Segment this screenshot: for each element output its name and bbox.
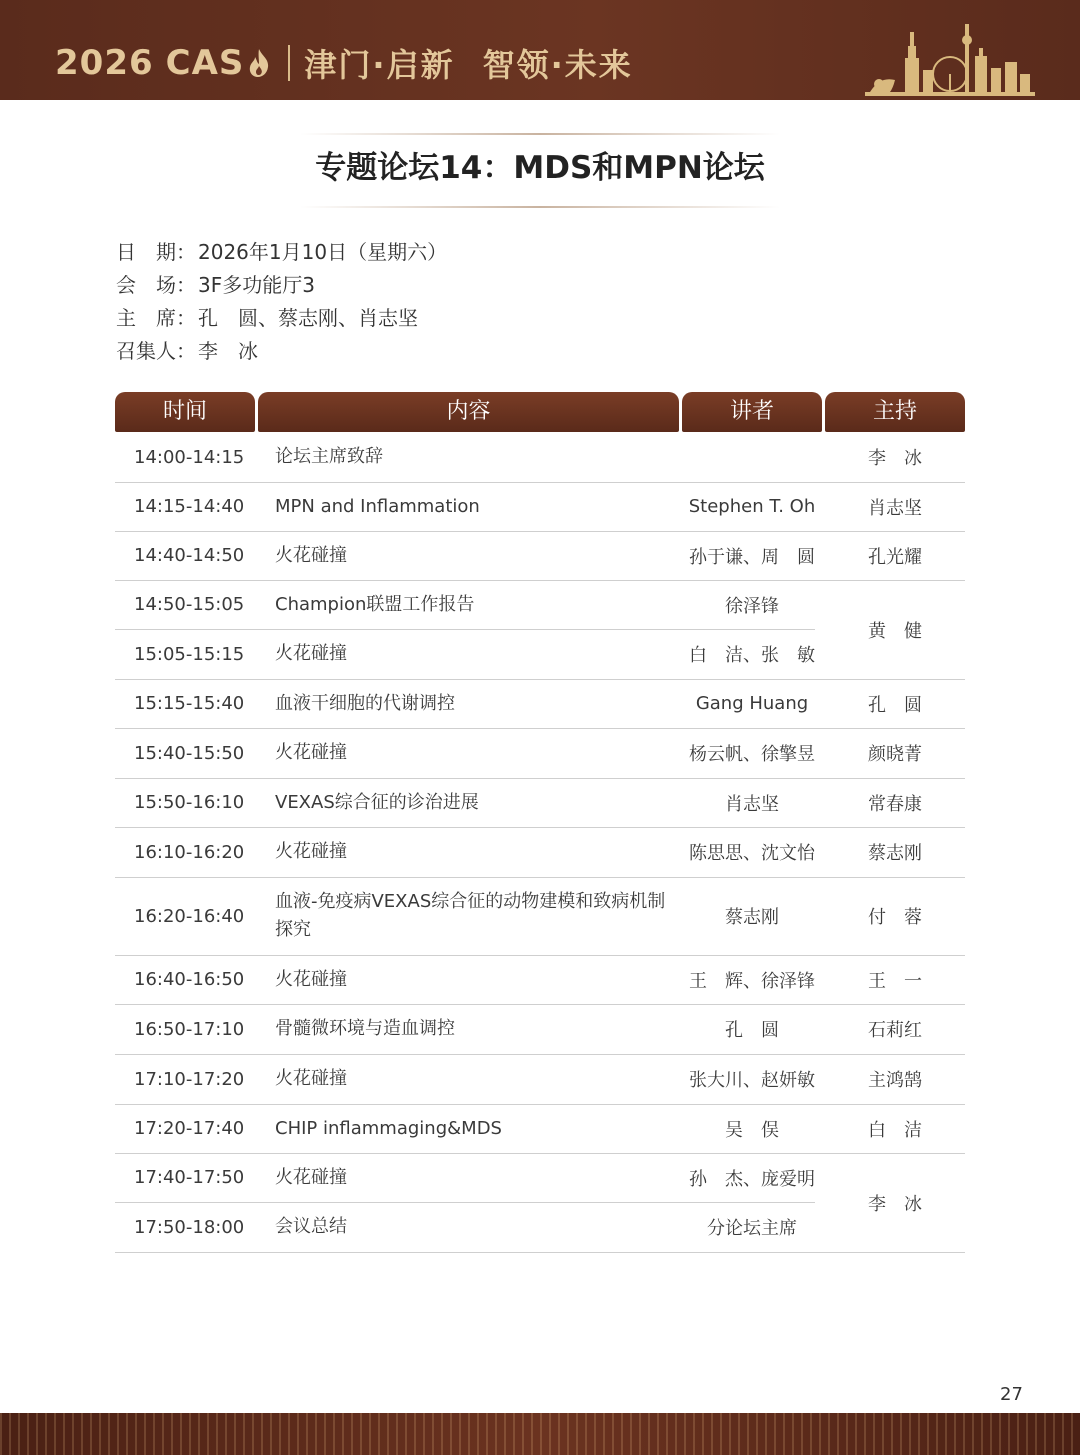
- column-header-content: 内容: [258, 392, 679, 432]
- time-cell: 14:50-15:05: [134, 594, 245, 615]
- speaker-cell: 孔 圆: [725, 1020, 779, 1041]
- table-row: [115, 877, 965, 955]
- host-cell: 石莉红: [868, 1020, 922, 1041]
- time-cell: 17:10-17:20: [134, 1068, 245, 1090]
- content-cell: 论坛主席致辞: [275, 446, 383, 467]
- title-top-rule: [300, 133, 780, 135]
- table-row: [115, 778, 965, 827]
- speaker-cell: 孙 杰、庞爱明: [689, 1168, 815, 1190]
- time-cell: 16:20-16:40: [134, 905, 245, 927]
- content-cell: 火花碰撞: [275, 841, 347, 862]
- speaker-cell: 蔡志刚: [725, 907, 779, 928]
- table-row: [115, 1054, 965, 1104]
- host-cell: 孔光耀: [868, 546, 922, 568]
- session-info: [116, 236, 447, 368]
- content-cell: 骨髓微环境与造血调控: [275, 1018, 455, 1039]
- table-row: [115, 679, 965, 728]
- content-cell: VEXAS综合征的诊治进展: [275, 791, 479, 813]
- speaker-cell: [682, 432, 822, 482]
- column-header-time: 时间: [115, 392, 255, 432]
- table-row: [115, 482, 965, 531]
- time-cell: 15:05-15:15: [134, 643, 245, 665]
- column-header-host: 主持: [825, 392, 965, 432]
- speaker-cell: 孙于谦、周 圆: [689, 546, 815, 568]
- speaker-cell: 杨云帆、徐擎昱: [689, 744, 815, 765]
- speaker-cell: 张大川、赵妍敏: [689, 1070, 815, 1091]
- speaker-cell: 白 洁、张 敏: [689, 645, 815, 666]
- brand-divider: [288, 45, 290, 81]
- content-cell: 血液干细胞的代谢调控: [275, 692, 455, 714]
- host-cell: 白 洁: [868, 1119, 922, 1141]
- info-chairs: 主 席： 孔 圆、蔡志刚、肖志坚: [116, 306, 418, 330]
- speaker-cell: 肖志坚: [725, 793, 779, 815]
- host-cell: 蔡志刚: [868, 843, 922, 864]
- table-row: [115, 1004, 965, 1054]
- content-cell: 火花碰撞: [275, 544, 347, 566]
- content-cell: 血液-免疫病VEXAS综合征的动物建模和致病机制探究: [275, 891, 666, 940]
- slogan-1: 津门·启新: [304, 46, 455, 84]
- speaker-cell: 陈思思、沈文怡: [689, 843, 815, 864]
- flame-icon: [246, 48, 272, 78]
- info-date: 日 期： 2026年1月10日（星期六）: [116, 240, 448, 264]
- table-row: [115, 955, 965, 1004]
- host-cell: 王 一: [868, 970, 922, 992]
- host-cell: 李 冰: [868, 448, 922, 469]
- table-row: [115, 1104, 965, 1153]
- table-row: [115, 531, 965, 580]
- content-cell: 火花碰撞: [275, 643, 347, 664]
- table-header: [0, 392, 1080, 432]
- speaker-cell: 王 辉、徐泽锋: [689, 970, 815, 992]
- column-header-speaker: 讲者: [682, 392, 822, 432]
- content-cell: 火花碰撞: [275, 742, 347, 763]
- page-title: 专题论坛14：MDS和MPN论坛: [315, 150, 765, 186]
- content-cell: 火花碰撞: [275, 1166, 347, 1188]
- slogan-2: 智领·未来: [482, 46, 633, 84]
- content-cell: 会议总结: [275, 1216, 347, 1237]
- brand-year: 2026: [55, 43, 154, 83]
- time-cell: 14:15-14:40: [134, 496, 245, 517]
- time-cell: 17:50-18:00: [134, 1216, 245, 1238]
- time-cell: 15:50-16:10: [134, 792, 245, 813]
- speaker-cell: Stephen T. Oh: [688, 496, 816, 517]
- host-cell: 主鸿鹄: [868, 1070, 922, 1091]
- info-venue: 会 场： 3F多功能厅3: [116, 273, 315, 297]
- content-cell: CHIP inflammaging&MDS: [275, 1117, 502, 1139]
- time-cell: 17:20-17:40: [134, 1118, 245, 1139]
- brand-name: CAS: [165, 43, 245, 83]
- time-cell: 15:15-15:40: [134, 693, 245, 714]
- time-cell: 14:00-14:15: [134, 446, 245, 468]
- content-cell: MPN and Inflammation: [275, 495, 480, 517]
- content-cell: Champion联盟工作报告: [275, 593, 475, 615]
- table-row: [115, 432, 965, 482]
- table-row: [115, 827, 965, 877]
- page-number: 27: [1000, 1384, 1023, 1405]
- footer-band: [0, 1413, 1080, 1455]
- host-cell: 肖志坚: [868, 497, 922, 519]
- table-row: [115, 728, 965, 778]
- info-convener: 召集人： 李 冰: [116, 339, 258, 363]
- title-bottom-rule: [300, 206, 780, 208]
- host-cell: 颜晓菁: [868, 744, 922, 765]
- speaker-cell: 分论坛主席: [707, 1218, 797, 1239]
- merged-host-cell: 李 冰: [868, 1193, 922, 1215]
- speaker-cell: Gang Huang: [695, 693, 809, 714]
- host-cell: 付 蓉: [868, 907, 922, 928]
- host-cell: 孔 圆: [868, 694, 922, 716]
- speaker-cell: 吴 俣: [725, 1119, 779, 1141]
- content-cell: 火花碰撞: [275, 1068, 347, 1089]
- content-cell: 火花碰撞: [275, 968, 347, 990]
- row-divider: [115, 1252, 965, 1253]
- header-banner: [0, 0, 1080, 100]
- merged-host-cell: 黄 健: [868, 620, 922, 642]
- time-cell: 14:40-14:50: [134, 545, 245, 566]
- time-cell: 15:40-15:50: [134, 742, 245, 764]
- time-cell: 16:40-16:50: [134, 969, 245, 990]
- brand-logo: [55, 38, 633, 88]
- time-cell: 16:10-16:20: [134, 841, 245, 863]
- time-cell: 17:40-17:50: [134, 1167, 245, 1188]
- city-skyline-icon: [865, 18, 1035, 100]
- time-cell: 16:50-17:10: [134, 1018, 245, 1040]
- speaker-cell: 徐泽锋: [725, 595, 779, 617]
- host-cell: 常春康: [868, 793, 922, 815]
